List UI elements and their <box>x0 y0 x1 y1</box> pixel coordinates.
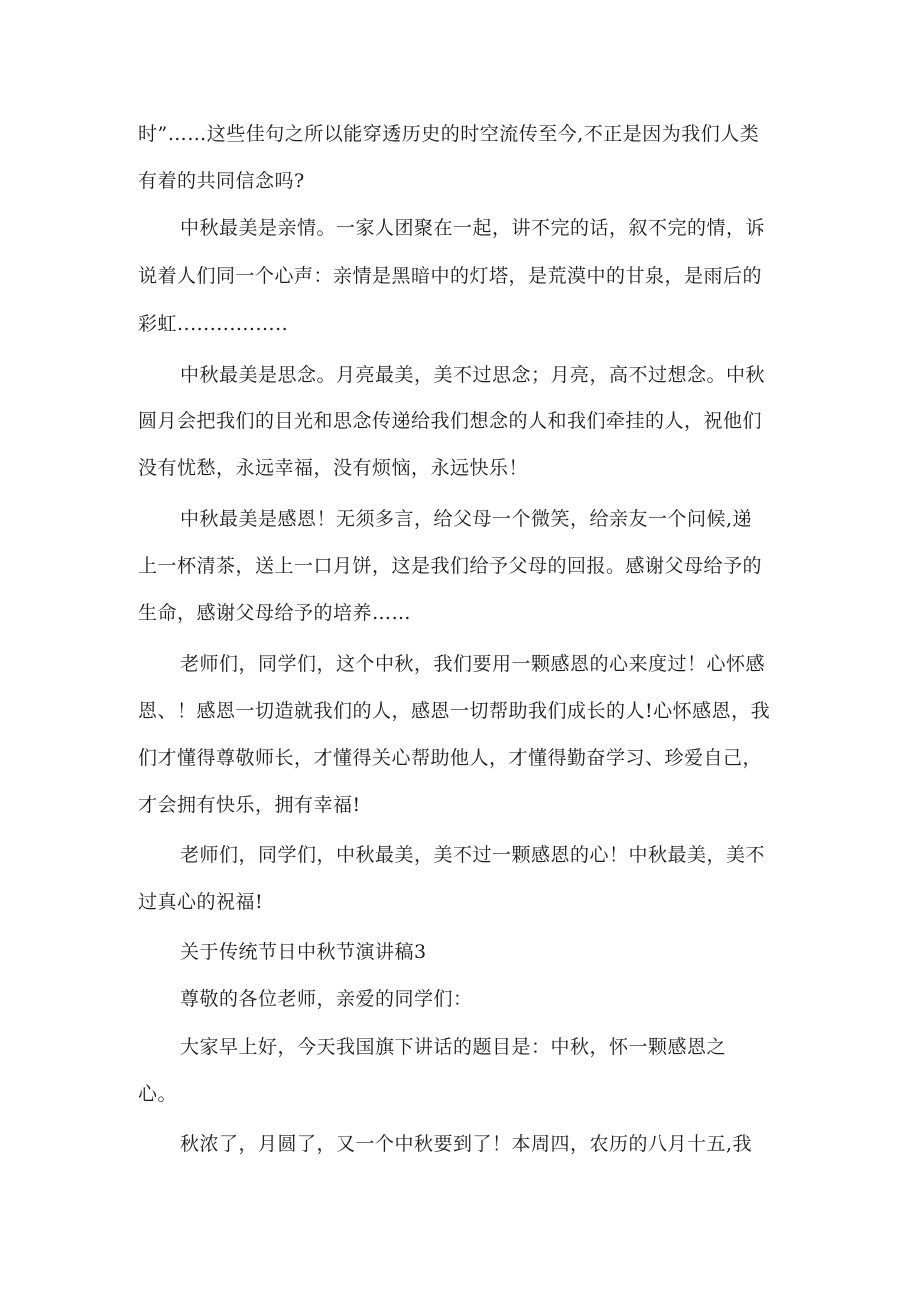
text-line: 中秋最美是思念。月亮最美，美不过思念；月亮，高不过想念。中秋 <box>180 364 766 386</box>
text-line: 秋浓了，月圆了，又一个中秋要到了！本周四，农历的八月十五,我 <box>180 1133 753 1155</box>
text-line: 中秋最美是感恩！无须多言，给父母一个微笑，给亲友一个问候,递 <box>180 508 753 530</box>
text-line: 生命，感谢父母给予的培养…… <box>138 602 412 624</box>
salutation: 尊敬的各位老师，亲爱的同学们： <box>180 988 473 1010</box>
text-line: 老师们，同学们，这个中秋，我们要用一颗感恩的心来度过！心怀感 <box>180 653 766 675</box>
text-line: 恩、！感恩一切造就我们的人，感恩一切帮助我们成长的人!心怀感恩，我 <box>138 700 771 722</box>
text-line: 过真心的祝福! <box>138 891 264 913</box>
text-line: 老师们，同学们，中秋最美，美不过一颗感恩的心！中秋最美，美不 <box>180 844 766 866</box>
section-heading: 关于传统节日中秋节演讲稿3 <box>180 941 427 963</box>
text-line: 心。 <box>138 1083 178 1105</box>
text-line: 才会拥有快乐，拥有幸福! <box>138 794 361 816</box>
text-line: 上一杯清茶，送上一口月饼，这是我们给予父母的回报。感谢父母给予的 <box>138 555 763 577</box>
text-line: 们才懂得尊敬师长，才懂得关心帮助他人，才懂得勤奋学习、珍爱自己， <box>138 747 763 769</box>
text-line: 没有忧愁，永远幸福，没有烦恼，永远快乐！ <box>138 457 529 479</box>
text-line: 时”……这些佳句之所以能穿透历史的时空流传至今,不正是因为我们人类 <box>138 123 760 145</box>
text-line: 彩虹................. <box>138 313 289 335</box>
text-line: 中秋最美是亲情。一家人团聚在一起，讲不完的话，叙不完的情，诉 <box>180 217 766 239</box>
text-line: 说着人们同一个心声：亲情是黑暗中的灯塔，是荒漠中的甘泉，是雨后的 <box>138 265 763 287</box>
text-line: 圆月会把我们的目光和思念传递给我们想念的人和我们牵挂的人，祝他们 <box>138 410 763 432</box>
text-line: 有着的共同信念吗? <box>138 170 305 192</box>
text-line: 大家早上好，今天我国旗下讲话的题目是：中秋，怀一颗感恩之 <box>180 1036 727 1058</box>
